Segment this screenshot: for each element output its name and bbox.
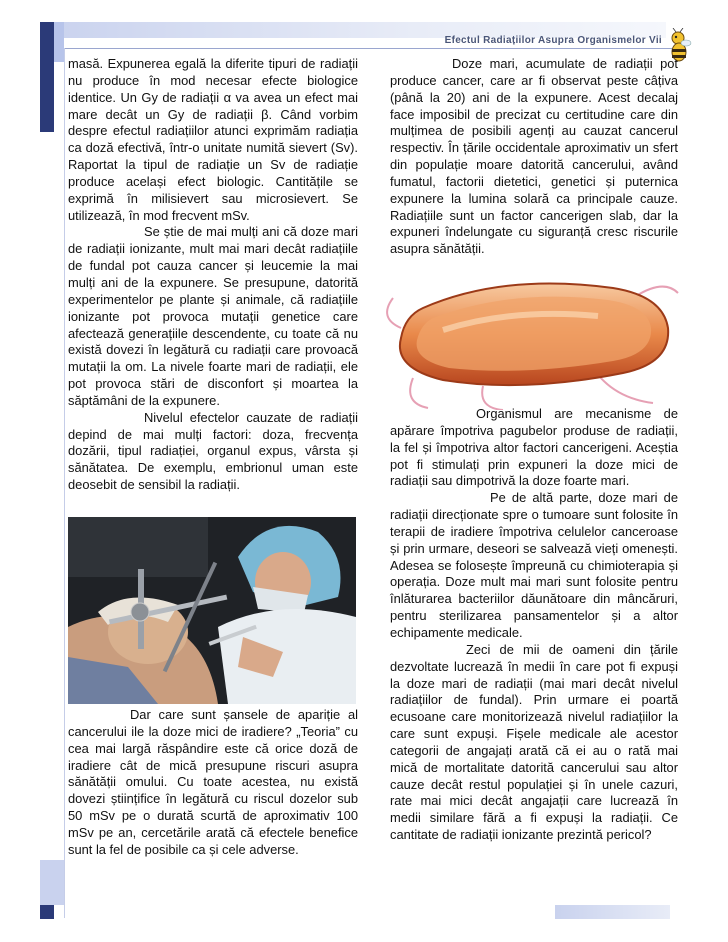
radiotherapy-illustration: [68, 517, 356, 704]
frame-corner-block: [40, 22, 54, 132]
header-rule: [64, 48, 672, 49]
right-column: [390, 56, 678, 258]
left-column-lower: [68, 707, 358, 859]
paragraph-high-doses: Se știe de mai mulți ani că doze mari de radiații ionizante, mult mai mari decât radiațiile de fundal pot cauza cancer și leucemie la mai mulți ani de la expunere. Se presupune, datorită experimentelor pe plante și animale, că radiațiile ionizante pot provoca mutații genetice care afectează generațiile descendente, cu toate că nu există dovezi în legătură cu radiații care provoacă mutații la om. La nivele foarte mari de radiații, ele pot provoca stări de disconfort și moartea la săptămâni de la expunere.: [68, 224, 358, 408]
paragraph-factors: Nivelul efectelor cauzate de radiații depind de mai mulți factori: doza, frecvența dozării, tipul radiației, organul expus, vârsta și sănătatea. De exemplu, embrionul uman este deosebit de sensibil la radiații.: [68, 409, 358, 493]
radiotherapy-photo: [68, 517, 356, 704]
paragraph-sievert: masă. Expunerea egală la diferite tipuri de radiații nu produce în mod necesar efecte biologice identice. Un Gy de radiații α va avea un efect mai mare decât un Gy de radiații β. Când vorbim despre efectul radiațiilor atunci exprimăm radiația ca doză efectivă, într-o unitate numită sievert (Sv). Raportat la tipul de radiație un Sv de radiație produce același efect biologic. Cantitățile se exprimă în milisievert sau microsievert. Se utilizează, în mod frecvent mSv.: [68, 56, 358, 223]
bacterium-drawing: [383, 268, 683, 410]
footer-band: [555, 905, 670, 919]
paragraph-defense: Organismul are mecanisme de apărare împotriva pagubelor produse de radiații, la fel și împotriva altor factori cancerigeni. Aceștia pot fi stimulați prin expuneri la doze mici de radiații sau dimpotrivă la doze foarte mari.: [390, 406, 678, 489]
margin-rule: [64, 48, 65, 918]
running-header: Efectul Radiațiilor Asupra Organismelor Vii: [444, 35, 662, 46]
left-column: [68, 56, 358, 494]
right-column-lower: [390, 406, 678, 844]
frame-bottom-block: [40, 905, 54, 919]
paragraph-therapy: Pe de altă parte, doze mari de radiații direcționate spre o tumoare sunt folosite în terapii de iradiere împotriva celulelor canceroase și prin urmare, deseori se salvează vieți omenești. Adesea se folosește împreună cu chimioterapia și operația. Doze mult mai mari sunt folosite pentru înlăturarea bacteriilor dăunătoare din mâncăruri, pentru sterilizarea pansamentelor și a altor echipamente medicale.: [390, 490, 678, 640]
paragraph-low-doses: Dar care sunt șansele de apariție al cancerului ile la doze mici de iradiere? „Teoria” cu cea mai largă răspândire este că orice doză de iradiere cât de mică presupune riscuri asupra sănătății omului. Cu toate acestea, nu există dovezi științifice în legătură cu riscul dozelor sub 50 mSv pe o durată scurtă de aproximativ 100 mSv pe an, cercetările arată că efectele benefice sunt la fel de posibile ca și cele adverse.: [68, 707, 358, 857]
bacterium-illustration: [383, 268, 683, 410]
paragraph-cancer-delay: Doze mari, acumulate de radiații pot produce cancer, care ar fi observat peste câțiva (până la 20) ani de la expunere. Acest decalaj face imposibil de precizat cu certitudine care din mulțimea de posibili agenți au cauzat cancerul respectiv. În țările occidentale aproximativ un sfert din populație moare datorită cancerului, având fumatul, factorii dietetici, genetici și puternica expunere la lumina solară ca principale cauze. Radiațiile sunt un factor cancerigen slab, dar la expuneri îndelungate cu siguranță cresc riscurile asupra sănătății.: [390, 56, 678, 257]
frame-bottom-accent: [40, 860, 64, 905]
paragraph-workers: Zeci de mii de oameni din țările dezvoltate lucrează în medii în care pot fi expuși la doze mari de radiații (mai mari decât nivelul radiațiilor de fundal). Prin urmare ei poartă ecusoane care monitorizează nivelul radiațiilor la care sunt expuși. Fișele medicale ale acestor categorii de angajați arată că ei au o rată mai mică de mortalitate datorită cancerului sau altor cauze decât restul populației și în unele cazuri, rate mai mici decât angajații care lucrează în medii similare fără a fi expuși la radiații. Ce cantitate de radiații ionizante prezintă pericol?: [390, 641, 678, 843]
frame-corner-accent: [54, 22, 64, 62]
